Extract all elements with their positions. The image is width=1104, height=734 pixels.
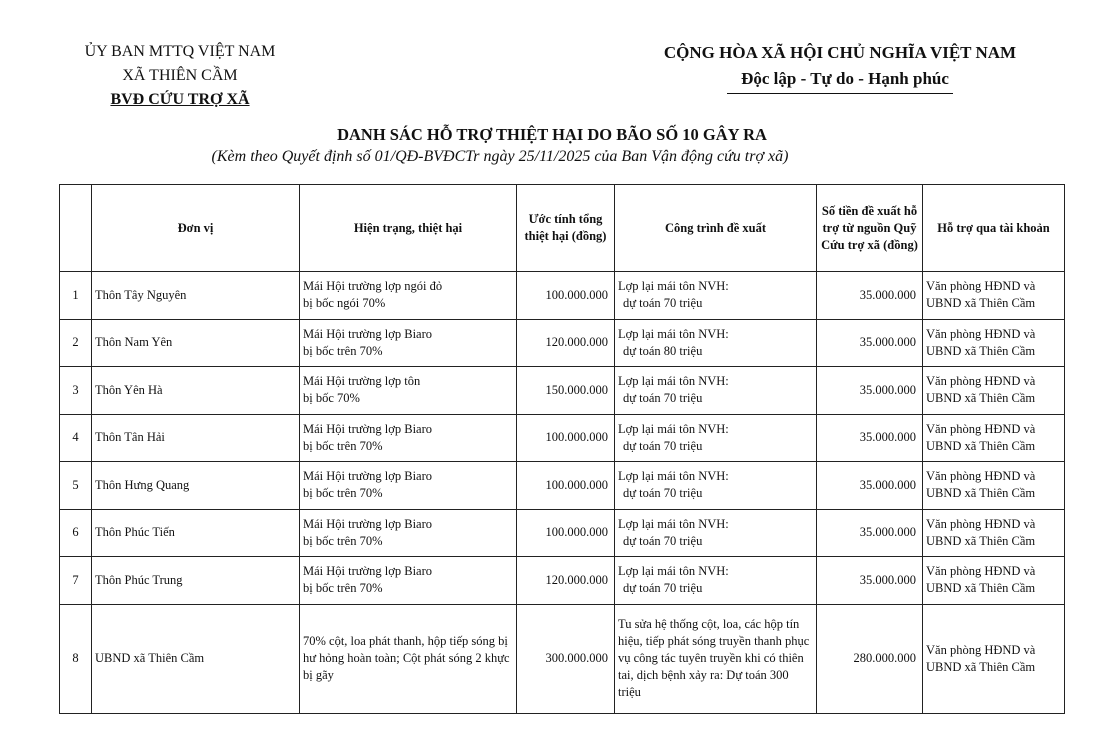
header-uoc-tinh: Ước tính tổng thiệt hại (đồng) bbox=[517, 185, 615, 272]
row-tai-khoan bbox=[923, 509, 1065, 557]
support-table bbox=[59, 184, 1065, 714]
row-so-tien: 35.000.000 bbox=[817, 367, 923, 415]
row-tai-khoan-line: Văn phòng HĐND và bbox=[926, 421, 1036, 436]
row-uoc-tinh: 100.000.000 bbox=[517, 414, 615, 462]
row-cong-trinh-line: dự toán 70 triệu bbox=[623, 486, 703, 501]
row-tai-khoan-line: Văn phòng HĐND và bbox=[926, 564, 1036, 579]
row-stt: 5 bbox=[60, 462, 92, 510]
row-tai-khoan-line: UBND xã Thiên Cầm bbox=[926, 486, 1036, 501]
row-tai-khoan-line: UBND xã Thiên Cầm bbox=[926, 438, 1036, 453]
row-tai-khoan bbox=[923, 319, 1065, 367]
row-uoc-tinh: 120.000.000 bbox=[517, 319, 615, 367]
document-title: DANH SÁC HỖ TRỢ THIỆT HẠI DO BÃO SỐ 10 GÂY RA bbox=[337, 125, 767, 144]
row-cong-trinh-line: Lợp lại mái tôn NVH: bbox=[618, 564, 729, 579]
row-cong-trinh-line: Tu sửa hệ thống cột, loa, các hộp tín hiệu, tiếp phát sóng truyền thanh phục vụ công tác tuyên truyền khi có thiên tai, dịch bệnh xảy ra: Dự toán 300 triệu bbox=[618, 617, 810, 699]
agency-line-2: XÃ THIÊN CẦM bbox=[122, 67, 238, 84]
row-tai-khoan-line: UBND xã Thiên Cầm bbox=[926, 659, 1036, 674]
row-tai-khoan bbox=[923, 462, 1065, 510]
row-tai-khoan bbox=[923, 414, 1065, 462]
row-so-tien: 35.000.000 bbox=[817, 414, 923, 462]
row-uoc-tinh: 100.000.000 bbox=[517, 272, 615, 320]
row-stt: 3 bbox=[60, 367, 92, 415]
header-so-tien: Số tiền đề xuất hỗ trợ từ nguồn Quỹ Cứu trợ xã (đồng) bbox=[817, 185, 923, 272]
row-don-vi: UBND xã Thiên Cầm bbox=[92, 604, 300, 713]
row-tai-khoan-line: UBND xã Thiên Cầm bbox=[926, 343, 1036, 358]
row-hien-trang-line: Mái Hội trường lợp tôn bbox=[303, 374, 421, 389]
header-don-vi: Đơn vị bbox=[92, 185, 300, 272]
row-hien-trang-line: bị bốc trên 70% bbox=[303, 343, 383, 358]
row-tai-khoan-line: UBND xã Thiên Cầm bbox=[926, 391, 1036, 406]
row-stt: 4 bbox=[60, 414, 92, 462]
row-hien-trang bbox=[300, 462, 517, 510]
national-title: CỘNG HÒA XÃ HỘI CHỦ NGHĨA VIỆT NAM bbox=[663, 43, 1017, 62]
row-so-tien: 35.000.000 bbox=[817, 557, 923, 605]
row-hien-trang-line: bị bốc trên 70% bbox=[303, 533, 383, 548]
table-row bbox=[60, 604, 1065, 713]
row-hien-trang-line: bị bốc trên 70% bbox=[303, 438, 383, 453]
row-hien-trang bbox=[300, 367, 517, 415]
row-stt: 2 bbox=[60, 319, 92, 367]
row-don-vi: Thôn Tây Nguyên bbox=[92, 272, 300, 320]
row-don-vi: Thôn Phúc Trung bbox=[92, 557, 300, 605]
row-uoc-tinh: 120.000.000 bbox=[517, 557, 615, 605]
table-row bbox=[60, 557, 1065, 605]
row-uoc-tinh: 100.000.000 bbox=[517, 509, 615, 557]
row-tai-khoan-line: Văn phòng HĐND và bbox=[926, 516, 1036, 531]
document-subtitle: (Kèm theo Quyết định số 01/QĐ-BVĐCTr ngày 25/11/2025 của Ban Vận động cứu trợ xã) bbox=[211, 148, 789, 165]
table-row bbox=[60, 414, 1065, 462]
row-cong-trinh-line: dự toán 70 triệu bbox=[623, 438, 703, 453]
row-tai-khoan-line: Văn phòng HĐND và bbox=[926, 326, 1036, 341]
agency-line-3: BVĐ CỨU TRỢ XÃ bbox=[110, 91, 250, 108]
row-tai-khoan-line: UBND xã Thiên Cầm bbox=[926, 296, 1036, 311]
row-cong-trinh bbox=[615, 604, 817, 713]
table-row bbox=[60, 367, 1065, 415]
row-tai-khoan-line: Văn phòng HĐND và bbox=[926, 279, 1036, 294]
row-so-tien: 280.000.000 bbox=[817, 604, 923, 713]
row-stt: 6 bbox=[60, 509, 92, 557]
row-hien-trang-line: bị bốc trên 70% bbox=[303, 486, 383, 501]
row-cong-trinh bbox=[615, 319, 817, 367]
row-hien-trang bbox=[300, 557, 517, 605]
table-row bbox=[60, 462, 1065, 510]
row-cong-trinh-line: dự toán 70 triệu bbox=[623, 391, 703, 406]
row-tai-khoan-line: UBND xã Thiên Cầm bbox=[926, 581, 1036, 596]
row-hien-trang-line: Mái Hội trường lợp ngói đỏ bbox=[303, 279, 443, 294]
row-don-vi: Thôn Hưng Quang bbox=[92, 462, 300, 510]
row-tai-khoan-line: UBND xã Thiên Cầm bbox=[926, 533, 1036, 548]
row-stt: 1 bbox=[60, 272, 92, 320]
national-heading-block bbox=[640, 40, 1040, 94]
row-cong-trinh-line: Lợp lại mái tôn NVH: bbox=[618, 279, 729, 294]
row-so-tien: 35.000.000 bbox=[817, 319, 923, 367]
row-cong-trinh-line: Lợp lại mái tôn NVH: bbox=[618, 469, 729, 484]
header-cong-trinh: Công trình đề xuất bbox=[615, 185, 817, 272]
row-cong-trinh-line: dự toán 70 triệu bbox=[623, 296, 703, 311]
row-don-vi: Thôn Nam Yên bbox=[92, 319, 300, 367]
row-so-tien: 35.000.000 bbox=[817, 462, 923, 510]
row-cong-trinh-line: Lợp lại mái tôn NVH: bbox=[618, 421, 729, 436]
row-so-tien: 35.000.000 bbox=[817, 509, 923, 557]
national-motto: Độc lập - Tự do - Hạnh phúc bbox=[727, 66, 953, 94]
row-hien-trang bbox=[300, 604, 517, 713]
table-row bbox=[60, 319, 1065, 367]
row-hien-trang-line: Mái Hội trường lợp Biaro bbox=[303, 516, 433, 531]
row-tai-khoan-line: Văn phòng HĐND và bbox=[926, 642, 1036, 657]
row-uoc-tinh: 300.000.000 bbox=[517, 604, 615, 713]
row-hien-trang bbox=[300, 272, 517, 320]
table-row bbox=[60, 272, 1065, 320]
header-stt bbox=[60, 185, 92, 272]
row-cong-trinh bbox=[615, 367, 817, 415]
table-header-row bbox=[60, 185, 1065, 272]
row-cong-trinh-line: dự toán 70 triệu bbox=[623, 533, 703, 548]
row-tai-khoan bbox=[923, 272, 1065, 320]
row-tai-khoan bbox=[923, 367, 1065, 415]
row-uoc-tinh: 150.000.000 bbox=[517, 367, 615, 415]
row-cong-trinh-line: Lợp lại mái tôn NVH: bbox=[618, 374, 729, 389]
header-tai-khoan: Hỗ trợ qua tài khoản bbox=[923, 185, 1065, 272]
row-hien-trang-line: Mái Hội trường lợp Biaro bbox=[303, 326, 433, 341]
row-cong-trinh bbox=[615, 557, 817, 605]
row-don-vi: Thôn Tân Hải bbox=[92, 414, 300, 462]
row-hien-trang-line: Mái Hội trường lợp Biaro bbox=[303, 564, 433, 579]
row-hien-trang-line: Mái Hội trường lợp Biaro bbox=[303, 469, 433, 484]
header-hien-trang: Hiện trạng, thiệt hại bbox=[300, 185, 517, 272]
row-uoc-tinh: 100.000.000 bbox=[517, 462, 615, 510]
row-hien-trang-line: bị bốc trên 70% bbox=[303, 581, 383, 596]
row-tai-khoan-line: Văn phòng HĐND và bbox=[926, 374, 1036, 389]
row-cong-trinh-line: Lợp lại mái tôn NVH: bbox=[618, 516, 729, 531]
row-hien-trang-line: Mái Hội trường lợp Biaro bbox=[303, 421, 433, 436]
row-cong-trinh bbox=[615, 462, 817, 510]
row-hien-trang-line: 70% cột, loa phát thanh, hộp tiếp sóng bị hư hỏng hoàn toàn; Cột phát sóng 2 khực bị gãy bbox=[303, 634, 510, 682]
row-cong-trinh-line: dự toán 80 triệu bbox=[623, 343, 703, 358]
row-tai-khoan-line: Văn phòng HĐND và bbox=[926, 469, 1036, 484]
row-cong-trinh bbox=[615, 272, 817, 320]
row-tai-khoan bbox=[923, 604, 1065, 713]
row-don-vi: Thôn Phúc Tiến bbox=[92, 509, 300, 557]
row-cong-trinh-line: dự toán 70 triệu bbox=[623, 581, 703, 596]
row-tai-khoan bbox=[923, 557, 1065, 605]
table-row bbox=[60, 509, 1065, 557]
row-cong-trinh bbox=[615, 414, 817, 462]
row-hien-trang bbox=[300, 509, 517, 557]
row-hien-trang bbox=[300, 319, 517, 367]
row-hien-trang bbox=[300, 414, 517, 462]
row-cong-trinh-line: Lợp lại mái tôn NVH: bbox=[618, 326, 729, 341]
row-hien-trang-line: bị bốc ngói 70% bbox=[303, 296, 386, 311]
agency-line-1: ỦY BAN MTTQ VIỆT NAM bbox=[84, 43, 276, 60]
row-cong-trinh bbox=[615, 509, 817, 557]
row-so-tien: 35.000.000 bbox=[817, 272, 923, 320]
row-stt: 8 bbox=[60, 604, 92, 713]
row-hien-trang-line: bị bốc 70% bbox=[303, 391, 360, 406]
row-don-vi: Thôn Yên Hà bbox=[92, 367, 300, 415]
row-stt: 7 bbox=[60, 557, 92, 605]
issuing-agency-block bbox=[40, 40, 320, 112]
